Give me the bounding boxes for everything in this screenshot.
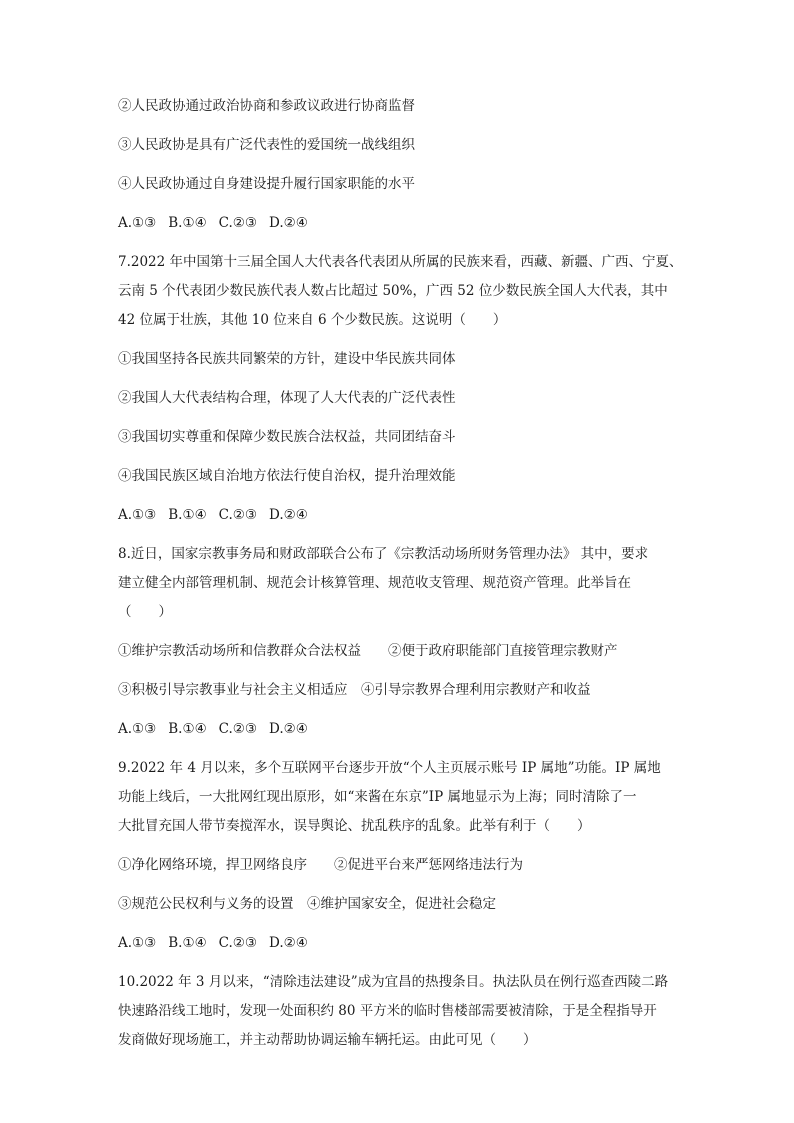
q9-answer-b: B.①④ xyxy=(168,935,207,951)
q10-stem-line: 快速路沿线工地时，发现一处面积约 80 平方米的临时售楼部需要被清除，于是全程指导开 xyxy=(118,1003,657,1019)
q9-stem-line: 大批冒充国人带节奏搅浑水，误导舆论、扰乱秩序的乱象。此举有利于（ ） xyxy=(118,818,591,834)
q7-option-1: ①我国坚持各民族共同繁荣的方针，建设中华民族共同体 xyxy=(118,351,456,367)
q7-answer-c: C.②③ xyxy=(218,507,258,523)
q9-options-row-2: ③规范公民权利与义务的设置 ④维护国家安全，促进社会稳定 xyxy=(118,896,496,912)
q10-stem-line: 10.2022 年 3 月以来，“清除违法建设”成为宜昌的热搜条目。执法队员在例行巡查西陵二路 xyxy=(118,974,669,990)
q7-stem-line: 7.2022 年中国第十三届全国人大代表各代表团从所属的民族来看，西藏、新疆、广西、宁夏、 xyxy=(118,254,683,270)
q7-answer-a: A.①③ xyxy=(118,507,157,523)
q9-options-row-1: ①净化网络环境，捍卫网络良序 ②促进平台来严惩网络违法行为 xyxy=(118,857,523,873)
q7-stem-line: 42 位属于壮族，其他 10 位来自 6 个少数民族。这说明（ ） xyxy=(118,312,507,328)
q8-stem-line: 8.近日，国家宗教事务局和财政部联合公布了《宗教活动场所财务管理办法》 其中，要求 xyxy=(118,546,649,562)
q6-answer-c: C.②③ xyxy=(218,215,258,231)
q8-options-row-2: ③积极引导宗教事业与社会主义相适应 ④引导宗教界合理利用宗教财产和收益 xyxy=(118,682,591,698)
q10-stem xyxy=(118,972,678,1050)
q8-answer-b: B.①④ xyxy=(168,721,207,737)
q8-answer-c: C.②③ xyxy=(218,721,258,737)
q9-answer-c: C.②③ xyxy=(218,935,258,951)
q7-option-3: ③我国切实尊重和保障少数民族合法权益，共同团结奋斗 xyxy=(118,429,456,445)
q9-answer-choices xyxy=(118,933,678,953)
q7-option-4: ④我国民族区域自治地方依法行使自治权，提升治理效能 xyxy=(118,468,456,484)
q6-answer-d: D.②④ xyxy=(269,215,308,231)
q8-options-row-1: ①维护宗教活动场所和信教群众合法权益 ②便于政府职能部门直接管理宗教财产 xyxy=(118,643,618,659)
q7-stem-line: 云南 5 个代表团少数民族代表人数占比超过 50%，广西 52 位少数民族全国人大代表，其中 xyxy=(118,283,668,299)
q9-answer-d: D.②④ xyxy=(269,935,308,951)
q8-stem-line: （ ） xyxy=(118,604,172,620)
q9-stem xyxy=(118,758,678,836)
q6-answer-choices xyxy=(118,213,678,233)
exam-page xyxy=(118,96,683,1050)
q6-answer-b: B.①④ xyxy=(168,215,207,231)
q8-answer-a: A.①③ xyxy=(118,721,157,737)
q8-answer-choices xyxy=(118,719,678,739)
q6-option-4: ④人民政协通过自身建设提升履行国家职能的水平 xyxy=(118,176,415,192)
q7-stem xyxy=(118,252,683,330)
q8-stem-line: 建立健全内部管理机制、规范会计核算管理、规范收支管理、规范资产管理。此举旨在 xyxy=(118,575,631,591)
q7-answer-choices xyxy=(118,505,678,525)
q10-stem-line: 发商做好现场施工，并主动帮助协调运输车辆托运。由此可见（ ） xyxy=(118,1032,537,1048)
q7-option-2: ②我国人大代表结构合理，体现了人大代表的广泛代表性 xyxy=(118,390,456,406)
q9-stem-line: 功能上线后，一大批网红现出原形，如“来酱在东京”IP 属地显示为上海；同时清除了一 xyxy=(118,789,637,805)
q7-answer-b: B.①④ xyxy=(168,507,207,523)
q6-option-2: ②人民政协通过政治协商和参政议政进行协商监督 xyxy=(118,98,415,114)
q9-answer-a: A.①③ xyxy=(118,935,157,951)
q6-answer-a: A.①③ xyxy=(118,215,157,231)
q8-stem xyxy=(118,544,678,622)
q9-stem-line: 9.2022 年 4 月以来，多个互联网平台逐步开放“个人主页展示账号 IP 属地”功能。IP 属地 xyxy=(118,760,661,776)
q6-option-3: ③人民政协是具有广泛代表性的爱国统一战线组织 xyxy=(118,137,415,153)
q8-answer-d: D.②④ xyxy=(269,721,308,737)
q7-answer-d: D.②④ xyxy=(269,507,308,523)
